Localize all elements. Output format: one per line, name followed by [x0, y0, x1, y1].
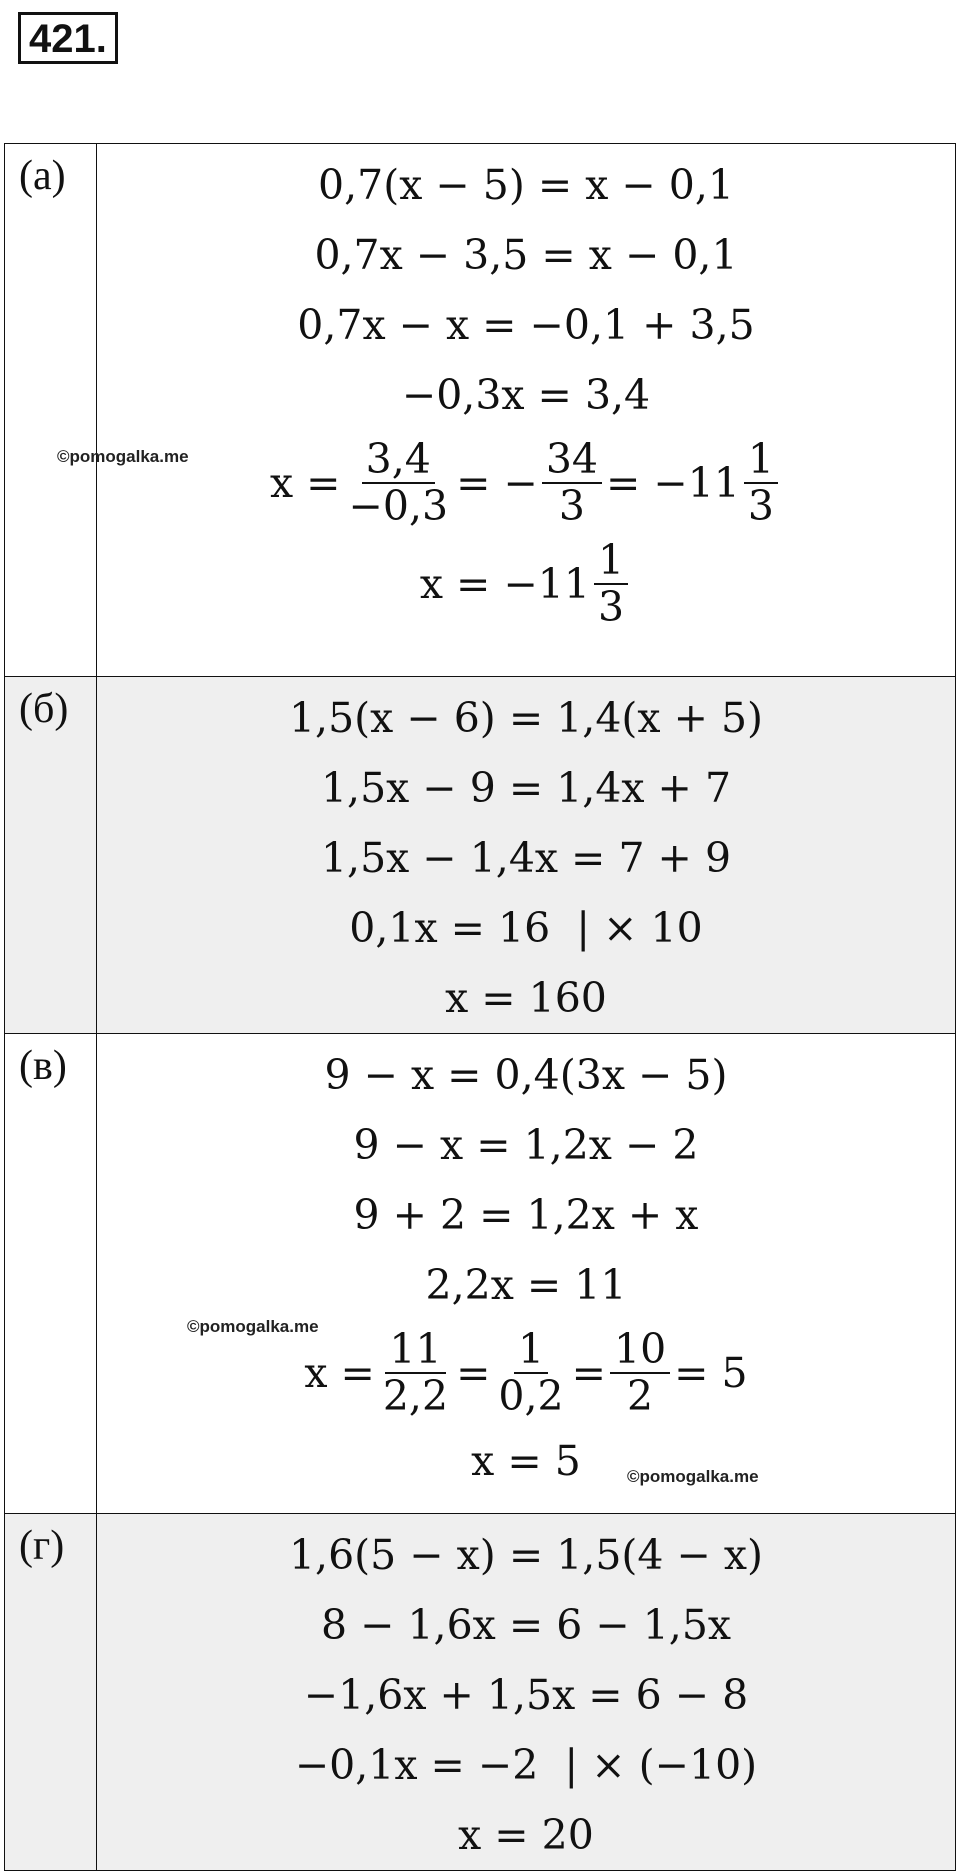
result-line: x = 5: [471, 1437, 581, 1485]
row-label: (а): [5, 144, 97, 677]
solution-work: [57, 144, 956, 677]
fraction: $\frac{10}{2}$: [610, 1327, 670, 1419]
result-line: x = −11 $\frac{1}{3}$: [420, 536, 632, 632]
watermark: ©pomogalka.me: [187, 1317, 319, 1336]
equation-line: 0,7x − 3,5 = x − 0,1: [314, 231, 738, 279]
row-label: (г): [5, 1514, 97, 1871]
equation-line: 1,5(x − 6) = 1,4(x + 5): [288, 694, 764, 742]
solution-row-g: [5, 1514, 956, 1871]
solution-table: [4, 143, 956, 1871]
fraction: $\frac{3,4}{-0,3}$: [348, 435, 449, 530]
equation-line: 9 − x = 1,2x − 2: [353, 1121, 699, 1169]
fraction: $\frac{1}{3}$: [744, 437, 778, 529]
equation-line: 0,7x − x = −0,1 + 3,5: [297, 301, 755, 349]
equation-line: −0,3x = 3,4: [401, 371, 651, 419]
equation-line: 1,6(5 − x) = 1,5(4 − x): [288, 1531, 764, 1579]
equation-line: 9 + 2 = 1,2x + x: [353, 1191, 699, 1239]
equation-line: 0,1x = 16 | × 10: [349, 904, 703, 952]
equation-line: 0,7(x − 5) = x − 0,1: [318, 161, 734, 209]
solution-row-v: [5, 1034, 956, 1514]
equation-line: 1,5x − 1,4x = 7 + 9: [320, 834, 732, 882]
solution-work: [97, 677, 956, 1034]
fraction: $\frac{11}{2,2}$: [382, 1325, 449, 1420]
equation-line: 1,5x − 9 = 1,4x + 7: [320, 764, 732, 812]
fraction-equation-line: x = $\frac{3,4}{-0,3}$ = − $\frac{34}{3}$ = −11 $\frac{1}{3}$: [270, 430, 782, 536]
equation-line: −1,6x + 1,5x = 6 − 8: [303, 1671, 749, 1719]
solution-row-a: [5, 144, 956, 677]
result-line: x = 160: [445, 974, 607, 1022]
fraction: $\frac{34}{3}$: [542, 437, 602, 529]
solution-work: [97, 1034, 956, 1514]
problem-number: 421.: [18, 12, 118, 64]
equation-line: 2,2x = 11: [425, 1261, 627, 1309]
row-label: (в): [5, 1034, 97, 1514]
row-label: (б): [5, 677, 97, 1034]
watermark: ©pomogalka.me: [57, 447, 189, 466]
equation-line: 9 − x = 0,4(3x − 5): [324, 1051, 728, 1099]
watermark: ©pomogalka.me: [627, 1467, 759, 1486]
fraction-equation-line: x = $\frac{11}{2,2}$ = $\frac{1}{0,2}$ = $\frac{10}{2}$ = 5: [304, 1325, 748, 1420]
equation-line: −0,1x = −2 | × (−10): [294, 1741, 758, 1789]
solution-row-b: [5, 677, 956, 1034]
equation-line: 8 − 1,6x = 6 − 1,5x: [320, 1601, 732, 1649]
result-line: x = 20: [458, 1811, 594, 1859]
fraction: $\frac{1}{3}$: [594, 538, 628, 630]
solution-work: [97, 1514, 956, 1871]
fraction: $\frac{1}{0,2}$: [498, 1325, 564, 1420]
